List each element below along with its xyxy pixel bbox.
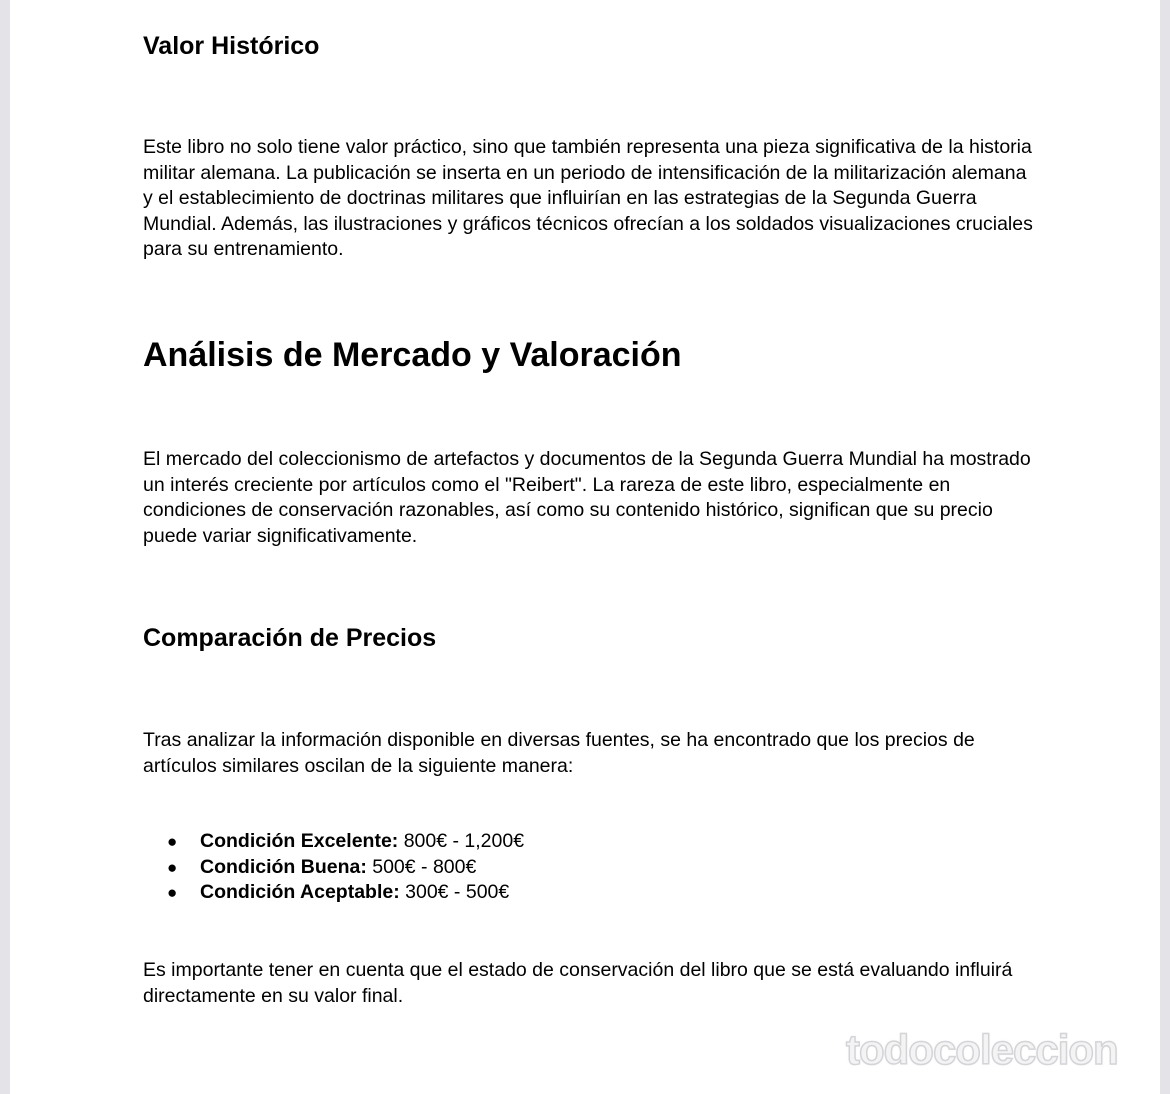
price-range: 500€ - 800€ [366, 855, 477, 878]
list-item [143, 880, 524, 906]
heading-valor-historico: Valor Histórico [143, 32, 320, 60]
paragraph-comparacion-closing: Es importante tener en cuenta que el estado de conservación del libro que se está evaluando influirá directamente en su valor final. [143, 959, 1013, 1007]
price-range: 300€ - 500€ [399, 881, 510, 903]
condition-label: Condición Buena: [200, 855, 367, 878]
list-item [143, 829, 524, 855]
price-range: 800€ - 1,200€ [398, 830, 525, 852]
heading-analisis-mercado: Análisis de Mercado y Valoración [143, 336, 682, 374]
paragraph-valor-historico: Este libro no solo tiene valor práctico, sino que también representa una pieza significativa de la historia militar alemana. La publicación se inserta en un periodo de intensificación de la militarización alemana y el establecimiento de doctrinas militares que influirían en las estrategias de la Segunda Guerra Mundial. Además, las ilustraciones y gráficos técnicos ofrecían a los soldados visualizaciones cruciales para su entrenamiento. [143, 136, 1033, 260]
document-page [10, 0, 1160, 1094]
list-item [143, 855, 524, 881]
bullet-icon: ● [167, 857, 178, 877]
bullet-icon: ● [167, 883, 178, 902]
bullet-icon: ● [167, 832, 178, 851]
condition-label: Condición Aceptable: [200, 881, 400, 903]
heading-comparacion-precios: Comparación de Precios [143, 624, 437, 652]
paragraph-analisis-mercado: El mercado del coleccionismo de artefactos y documentos de la Segunda Guerra Mundial ha mostrado un interés creciente por artículos como el "Reibert". La rareza de este libro, especialmente en condiciones de conservación razonables, así como su contenido histórico, significan que su precio puede variar significativamente. [143, 448, 1031, 547]
condition-label: Condición Excelente: [200, 830, 399, 852]
paragraph-comparacion-intro: Tras analizar la información disponible en diversas fuentes, se ha encontrado que los precios de artículos similares oscilan de la siguiente manera: [143, 729, 975, 777]
watermark-logo: todocoleccion [846, 1026, 1118, 1073]
price-list [143, 829, 524, 906]
